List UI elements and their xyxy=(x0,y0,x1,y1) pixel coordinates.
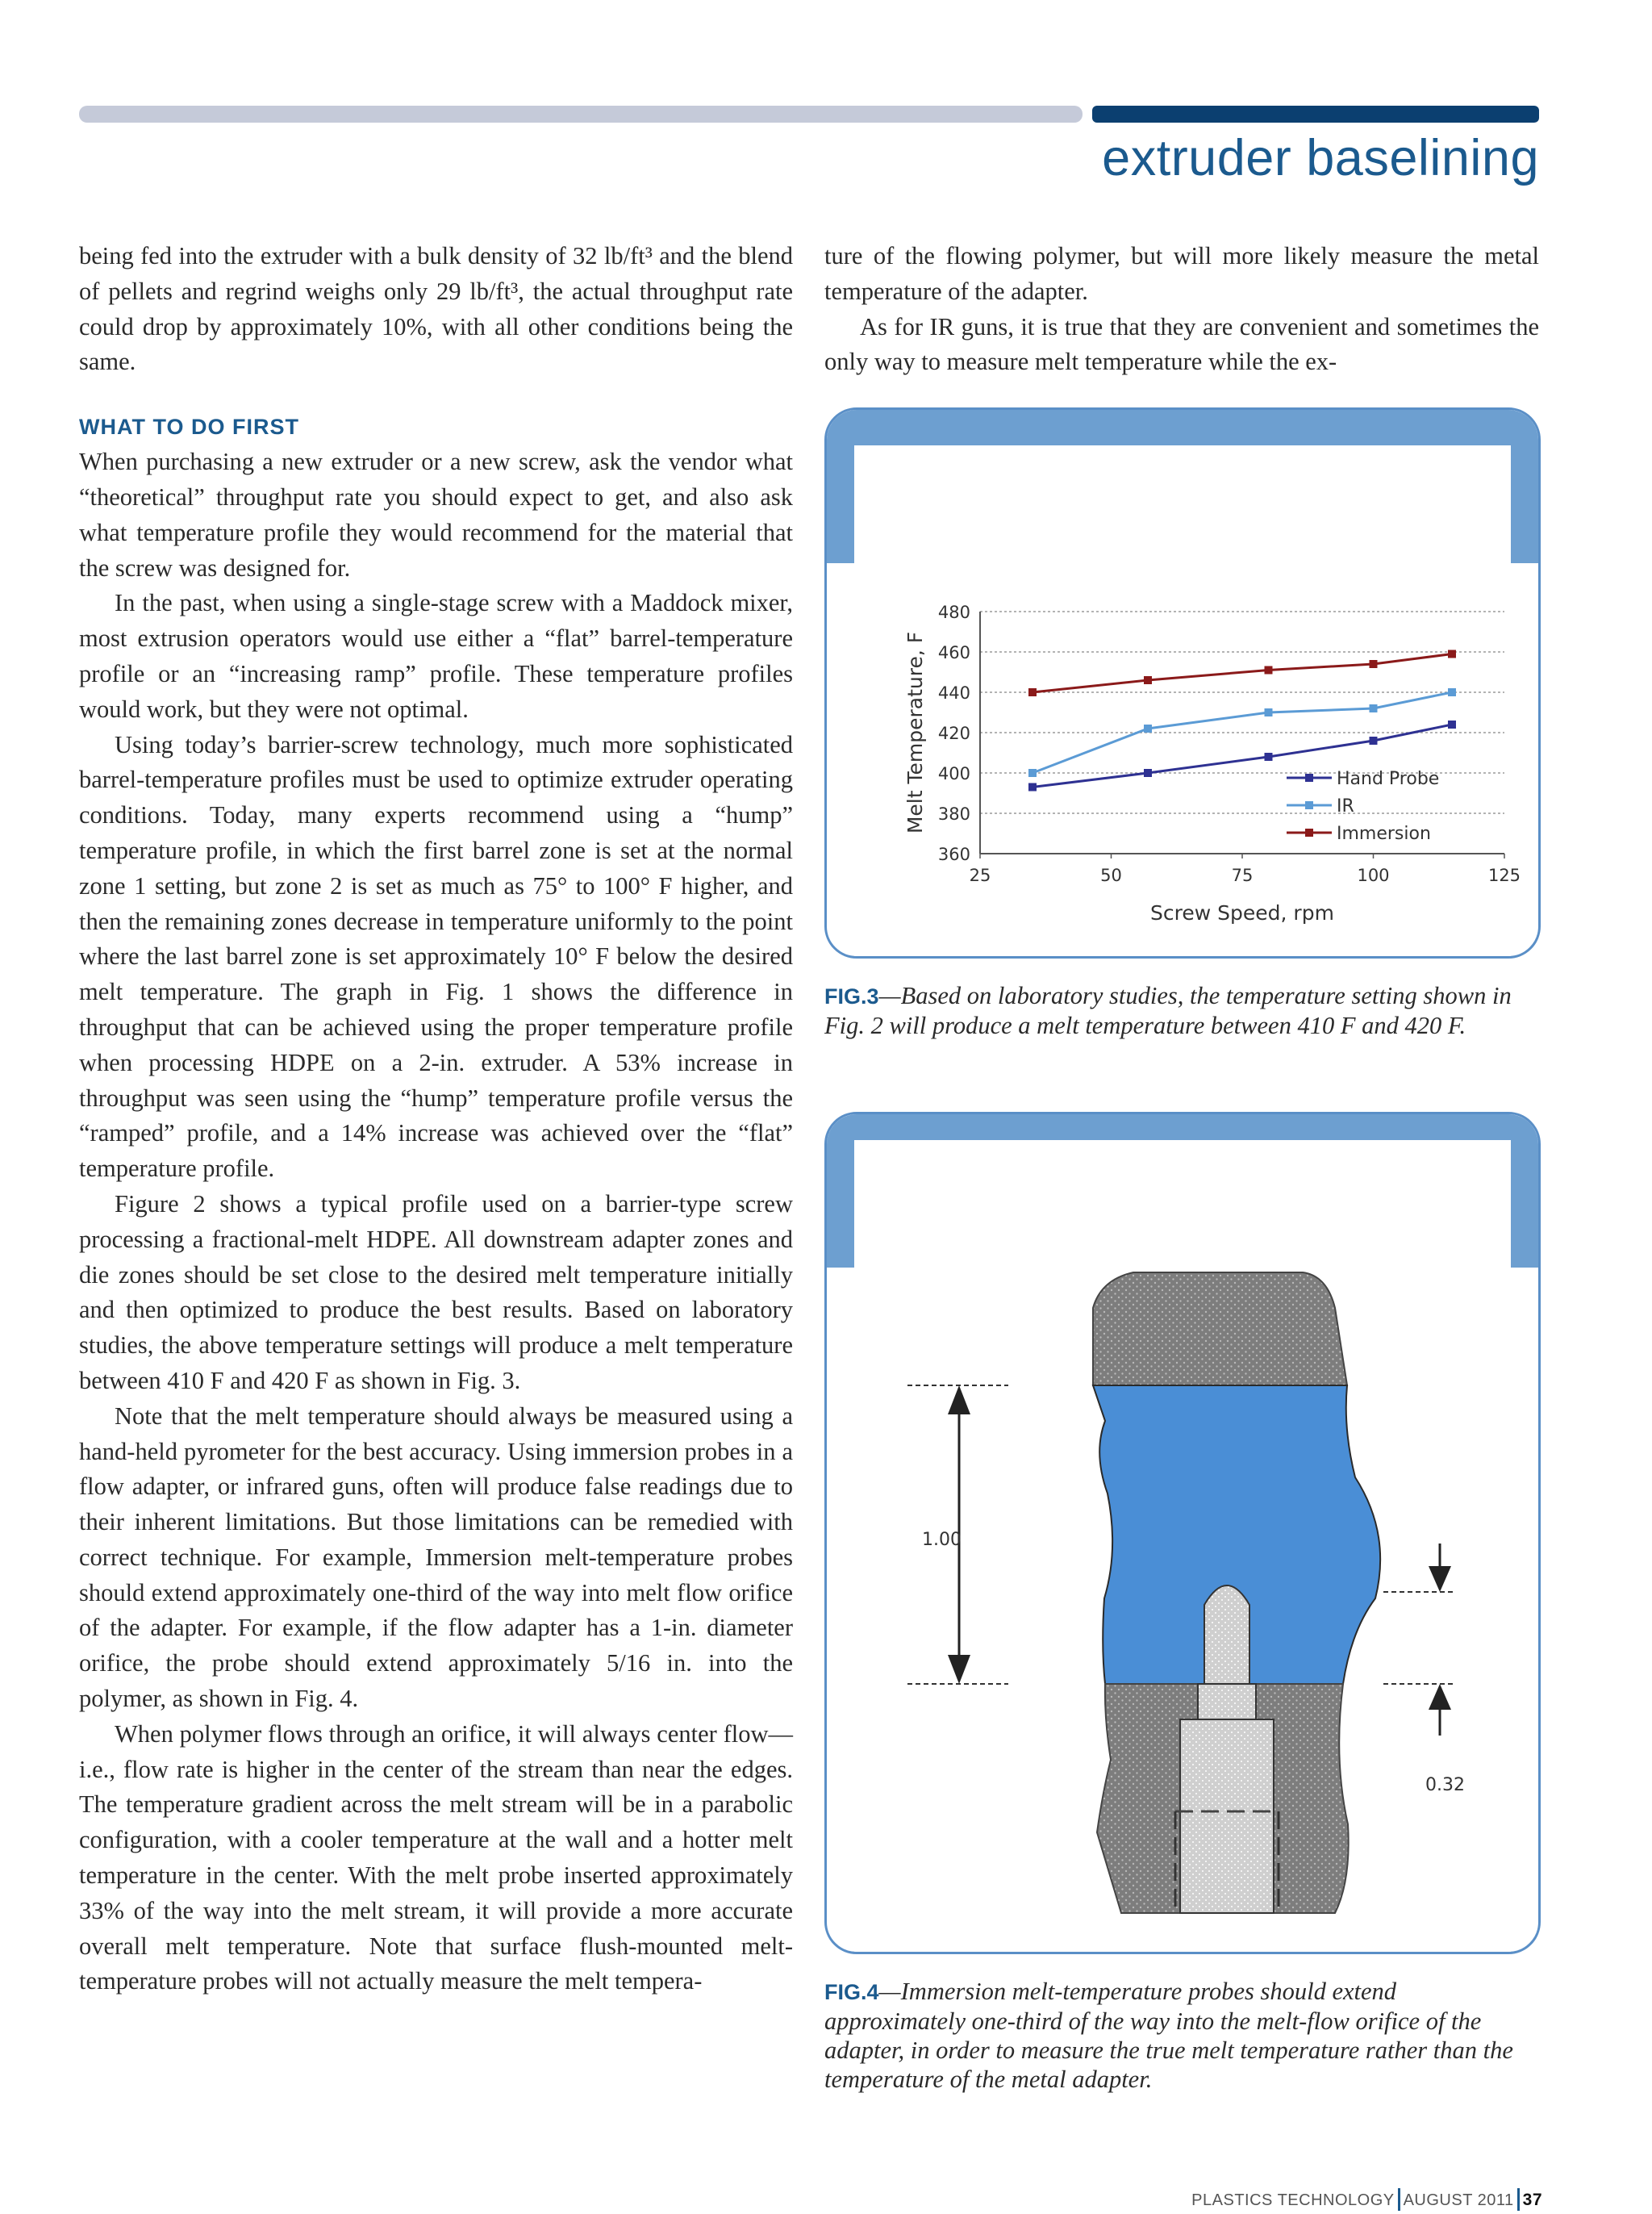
chart-y-axis-label: Melt Temperature, F xyxy=(903,631,927,834)
header-rule-dark xyxy=(1092,106,1539,123)
footer-issue: AUGUST 2011 xyxy=(1403,2191,1514,2209)
subheading: WHAT TO DO FIRST xyxy=(79,415,299,440)
figure-4-caption xyxy=(824,1977,1539,2094)
body-paragraph: Note that the melt temperature should always be measured using a hand-held pyrometer for the best accuracy. Using immersion probes in a flow adapter, or infrared guns, often will produce false readings due to their inherent limitations. But those limitations can be remedied with correct technique. For example, Immersion melt-temperature probes should extend approximately one-third of the way into melt flow orifice of the adapter. For example, if the flow adapter has a 1-in. diameter orifice, the probe should extend approximately 5/16 in. into the polymer, as shown in Fig. 4. xyxy=(79,1402,793,1713)
probe-collar xyxy=(1198,1684,1256,1719)
chart-data-point xyxy=(1028,769,1037,777)
chart-y-tick-label: 460 xyxy=(937,643,970,662)
body-paragraph: As for IR guns, it is true that they are convenient and sometimes the only way to measure melt temperature while the ex- xyxy=(824,312,1539,376)
figure-3-caption xyxy=(824,981,1539,1040)
figure-3-frame xyxy=(824,407,1541,959)
chart-legend-label: Hand Probe xyxy=(1337,769,1440,789)
body-paragraph: Using today’s barrier-screw technology, much more sophisticated barrel-temperature profiles must be used to optimize extruder operating conditions. Today, many experts recommend using a “hump” temperature profile, in which the first barrel zone is set at the normal zone 1 setting, but zone 2 is set as much as 75° to 100° F higher, and then the remaining zones decrease in temperature uniformly to the point where the last barrel zone is set approximately 10° F below the desired melt temperature. The graph in Fig. 1 shows the difference in throughput that can be achieved using the proper temperature profile when processing HDPE on a 2-in. extruder. A 53% increase in throughput was seen using the “hump” temperature profile versus the “ramped” profile, and a 14% increase was achieved over the “flat” temperature profile. xyxy=(79,730,793,1183)
chart-data-point xyxy=(1265,708,1273,716)
chart-series-line xyxy=(1032,654,1452,693)
chart-x-tick-label: 100 xyxy=(1357,866,1390,885)
dimension-probe-label: 0.32 xyxy=(1425,1775,1465,1795)
body-paragraph: In the past, when using a single-stage screw with a Maddock mixer, most extrusion operators would use either a “flat” barrel-temperature profile or an “increasing ramp” profile. These temperature profiles would work, but they were not optimal. xyxy=(79,589,793,723)
footer-divider xyxy=(1517,2188,1520,2211)
figure-3-caption-text: —Based on laboratory studies, the temperature setting shown in Fig. 2 will produce a melt temperature between 410 F and 420 F. xyxy=(824,982,1512,1039)
chart-data-point xyxy=(1370,704,1378,712)
dimension-full-label: 1.00 xyxy=(922,1530,962,1550)
body-paragraph: ture of the flowing polymer, but will more likely measure the metal temperature of the adapter. xyxy=(824,242,1539,305)
chart-data-point xyxy=(1144,769,1152,777)
chart-data-point xyxy=(1028,688,1037,696)
figure-4-diagram xyxy=(827,1114,1538,1952)
chart-legend-marker xyxy=(1305,829,1313,837)
chart-y-tick-label: 440 xyxy=(937,683,970,703)
chart-y-tick-label: 380 xyxy=(937,804,970,824)
chart-data-point xyxy=(1265,753,1273,761)
chart-x-tick-label: 25 xyxy=(969,866,991,885)
chart-x-tick-label: 125 xyxy=(1487,866,1521,885)
chart-x-tick-label: 50 xyxy=(1100,866,1122,885)
chart-data-point xyxy=(1448,688,1456,696)
chart-data-point xyxy=(1370,660,1378,668)
chart-x-tick-label: 75 xyxy=(1231,866,1254,885)
chart-legend-marker xyxy=(1305,801,1313,809)
chart-data-point xyxy=(1265,666,1273,675)
adapter-top-block xyxy=(1093,1272,1347,1385)
chart-data-point xyxy=(1448,650,1456,658)
body-paragraph: Figure 2 shows a typical profile used on a barrier-type screw processing a fractional-melt HDPE. All downstream adapter zones and die zones should be set close to the desired melt temperature initially and then optimized to produce the best results. Based on laboratory studies, the above temperature settings will produce a melt temperature between 410 F and 420 F as shown in Fig. 3. xyxy=(79,1189,793,1394)
left-column xyxy=(79,239,793,1999)
header-rule-light xyxy=(79,106,1083,123)
chart-y-tick-label: 420 xyxy=(937,724,970,743)
chart-legend-marker xyxy=(1305,774,1313,782)
chart-data-point xyxy=(1370,737,1378,745)
figure-4-caption-text: —Immersion melt-temperature probes should extend approximately one-third of the way into the melt-flow orifice of the adapter, in order to measure the true melt temperature rather than the temperature of the metal adapter. xyxy=(824,1978,1513,2093)
body-paragraph: When polymer flows through an orifice, it will always center flow—i.e., flow rate is higher in the center of the stream than near the edges. The temperature gradient across the melt stream will be in a parabolic configuration, with a cooler temperature at the wall and a hotter melt temperature in the center. With the melt probe inserted approximately 33% of the way into the melt stream, it will provide a more accurate overall melt temperature. Note that surface flush-mounted melt-temperature probes will not actually measure the melt tempera- xyxy=(79,1719,793,1995)
chart-data-point xyxy=(1028,783,1037,792)
figure-4-frame xyxy=(824,1112,1541,1954)
page-footer xyxy=(1191,2188,1542,2211)
figure-3-chart xyxy=(827,410,1538,956)
footer-divider xyxy=(1398,2188,1400,2211)
chart-y-tick-label: 360 xyxy=(937,845,970,864)
probe-tip xyxy=(1204,1585,1249,1684)
page-number: 37 xyxy=(1522,2191,1542,2209)
body-paragraph: When purchasing a new extruder or a new screw, ask the vendor what “theoretical” throughput rate you should expect to get, and also ask what temperature profile they would recommend for the material that the screw was designed for. xyxy=(79,448,793,582)
figure-4-label: FIG.4 xyxy=(824,1980,879,2004)
chart-y-tick-label: 400 xyxy=(937,764,970,783)
probe-body xyxy=(1180,1719,1274,1913)
chart-data-point xyxy=(1448,721,1456,729)
body-paragraph: being fed into the extruder with a bulk density of 32 lb/ft³ and the blend of pellets and regrind weighs only 29 lb/ft³, the actual throughput rate could drop by approximately 10%, with all other conditions being the same. xyxy=(79,242,793,376)
chart-y-tick-label: 480 xyxy=(937,603,970,622)
footer-magazine: PLASTICS TECHNOLOGY xyxy=(1191,2191,1395,2209)
chart-legend-label: Immersion xyxy=(1337,824,1431,844)
chart-data-point xyxy=(1144,676,1152,684)
chart-x-axis-label: Screw Speed, rpm xyxy=(1150,901,1334,925)
section-title: extruder baselining xyxy=(1102,130,1539,186)
chart-legend-label: IR xyxy=(1337,796,1354,817)
chart-data-point xyxy=(1144,725,1152,733)
right-column xyxy=(824,239,1539,380)
figure-3-label: FIG.3 xyxy=(824,984,879,1009)
